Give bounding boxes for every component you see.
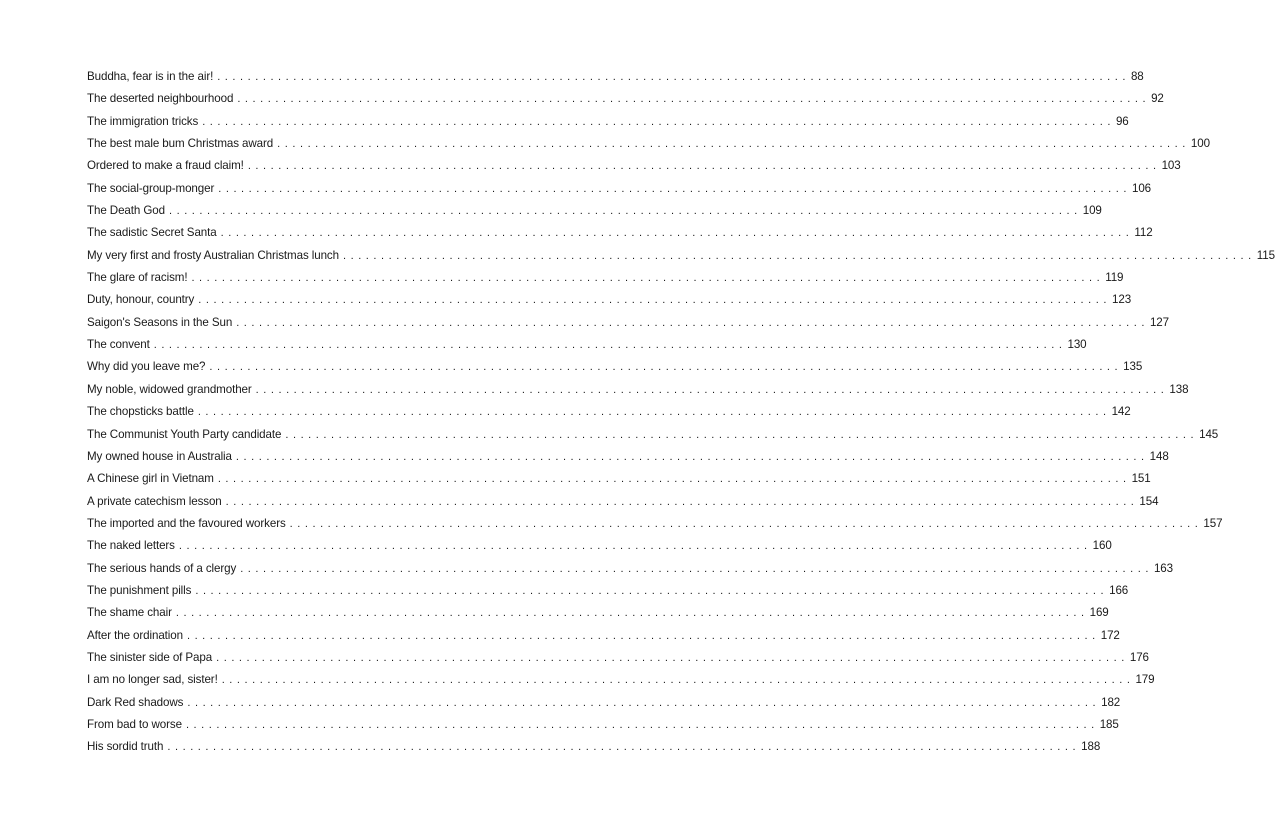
- toc-entry-title: Saigon's Seasons in the Sun: [87, 315, 233, 329]
- toc-entry-title: The sinister side of Papa: [87, 650, 213, 664]
- dot-leader: ........................................................................................................................: [221, 674, 1135, 687]
- toc-entry-title: The imported and the favoured workers: [87, 516, 286, 530]
- toc-entry[interactable]: [87, 382, 1189, 405]
- toc-entry-title: The convent: [87, 338, 150, 352]
- toc-entry[interactable]: [87, 114, 1129, 137]
- dot-leader: ........................................................................................................................: [247, 160, 1161, 173]
- toc-entry-title: A private catechism lesson: [87, 494, 222, 508]
- toc-entry[interactable]: [87, 449, 1169, 472]
- dot-leader: ........................................................................................................................: [175, 607, 1089, 620]
- toc-entry[interactable]: [87, 606, 1109, 628]
- toc-entry-page-number: 103: [1161, 159, 1181, 173]
- dot-leader: ........................................................................................................................: [217, 71, 1130, 83]
- dot-leader: ........................................................................................................................: [185, 718, 1099, 731]
- toc-entry-page-number: 169: [1089, 606, 1109, 620]
- toc-entry-page-number: 185: [1099, 717, 1119, 731]
- toc-entry-page-number: 92: [1151, 92, 1164, 106]
- toc-entry[interactable]: [87, 360, 1143, 382]
- toc-entry[interactable]: [87, 70, 1144, 92]
- dot-leader: ........................................................................................................................: [191, 272, 1105, 285]
- dot-leader: ........................................................................................................................: [217, 473, 1131, 486]
- toc-entry[interactable]: [87, 539, 1112, 561]
- dot-leader: ........................................................................................................................: [195, 584, 1109, 597]
- toc-entry[interactable]: [87, 248, 1275, 271]
- toc-entry-title: The naked letters: [87, 539, 175, 553]
- toc-entry-title: His sordid truth: [87, 740, 164, 754]
- toc-entry-page-number: 172: [1100, 628, 1120, 642]
- toc-entry[interactable]: [87, 695, 1121, 718]
- toc-entry-title: Buddha, fear is in the air!: [87, 70, 214, 83]
- toc-entry[interactable]: [87, 137, 1210, 159]
- toc-entry-title: My very first and frosty Australian Christmas lunch: [87, 248, 339, 262]
- toc-entry[interactable]: [87, 226, 1153, 248]
- toc-entry-page-number: 151: [1131, 472, 1151, 486]
- toc-entry-title: A Chinese girl in Vietnam: [87, 472, 214, 486]
- dot-leader: ........................................................................................................................: [255, 383, 1169, 396]
- toc-entry-title: The sadistic Secret Santa: [87, 226, 217, 240]
- toc-entry-page-number: 109: [1082, 204, 1102, 218]
- toc-entry-title: The shame chair: [87, 606, 172, 620]
- toc-entry-page-number: 166: [1109, 583, 1129, 597]
- toc-entry-title: I am no longer sad, sister!: [87, 673, 218, 687]
- toc-entry-page-number: 115: [1256, 248, 1275, 262]
- toc-entry[interactable]: [87, 561, 1173, 584]
- toc-entry-title: The best male bum Christmas award: [87, 137, 274, 151]
- toc-entry-title: The Communist Youth Party candidate: [87, 427, 282, 441]
- toc-entry-page-number: 154: [1139, 494, 1159, 508]
- toc-entry[interactable]: [87, 338, 1087, 360]
- dot-leader: ........................................................................................................................: [198, 294, 1111, 307]
- toc-entry-page-number: 163: [1153, 561, 1173, 575]
- dot-leader: ........................................................................................................................: [216, 651, 1129, 664]
- toc-entry-title: Duty, honour, country: [87, 293, 195, 307]
- toc-entry[interactable]: [87, 516, 1223, 539]
- dot-leader: ........................................................................................................................: [220, 227, 1134, 240]
- dot-leader: ........................................................................................................................: [289, 517, 1203, 530]
- toc-entry[interactable]: [87, 628, 1120, 651]
- toc-entry-title: The immigration tricks: [87, 114, 199, 128]
- dot-leader: ........................................................................................................................: [285, 428, 1199, 441]
- dot-leader: ........................................................................................................................: [168, 205, 1082, 218]
- toc-entry[interactable]: [87, 159, 1181, 181]
- toc-entry-title: The glare of racism!: [87, 271, 188, 285]
- toc-entry-page-number: 127: [1149, 315, 1169, 329]
- dot-leader: ........................................................................................................................: [202, 115, 1115, 128]
- dot-leader: ........................................................................................................................: [240, 562, 1153, 575]
- toc-entry-page-number: 119: [1105, 271, 1124, 285]
- toc-entry-page-number: 123: [1112, 293, 1132, 307]
- toc-entry[interactable]: [87, 472, 1151, 494]
- toc-entry-page-number: 157: [1203, 516, 1223, 530]
- dot-leader: ........................................................................................................................: [167, 741, 1081, 754]
- toc-entry-page-number: 88: [1130, 70, 1144, 83]
- toc-entry-page-number: 138: [1169, 382, 1189, 396]
- dot-leader: ........................................................................................................................: [225, 495, 1139, 508]
- toc-entry-page-number: 106: [1131, 181, 1152, 195]
- toc-entry[interactable]: [87, 405, 1131, 427]
- toc-entry-page-number: 182: [1101, 695, 1121, 709]
- dot-leader: ........................................................................................................................: [186, 629, 1100, 642]
- dot-leader: ........................................................................................................................: [237, 93, 1151, 106]
- toc-entry-page-number: 179: [1135, 673, 1155, 687]
- toc-entry-title: Why did you leave me?: [87, 360, 206, 374]
- toc-entry-title: After the ordination: [87, 628, 183, 642]
- dot-leader: ........................................................................................................................: [218, 182, 1131, 195]
- toc-entry-title: The social-group-monger: [87, 181, 215, 195]
- toc-entry[interactable]: [87, 204, 1102, 226]
- toc-entry[interactable]: [87, 293, 1132, 315]
- toc-entry[interactable]: [87, 740, 1101, 762]
- toc-entry-title: The Death God: [87, 204, 165, 218]
- toc-entry-title: From bad to worse: [87, 717, 182, 731]
- toc-entry-title: Dark Red shadows: [87, 695, 184, 709]
- toc-entry[interactable]: [87, 315, 1169, 338]
- toc-entry-page-number: 96: [1115, 114, 1129, 128]
- dot-leader: ........................................................................................................................: [153, 339, 1067, 352]
- table-of-contents: [87, 70, 1275, 763]
- dot-leader: ........................................................................................................................: [236, 316, 1149, 329]
- toc-entry-page-number: 112: [1134, 226, 1153, 240]
- toc-entry-page-number: 145: [1199, 427, 1219, 441]
- dot-leader: ........................................................................................................................: [277, 138, 1190, 151]
- toc-entry[interactable]: [87, 650, 1149, 673]
- toc-entry[interactable]: [87, 583, 1129, 606]
- dot-leader: ........................................................................................................................: [342, 249, 1256, 262]
- toc-entry[interactable]: [87, 673, 1155, 695]
- toc-entry-title: The punishment pills: [87, 583, 192, 597]
- toc-entry-title: My noble, widowed grandmother: [87, 382, 252, 396]
- toc-entry-page-number: 100: [1190, 137, 1210, 151]
- toc-entry[interactable]: [87, 717, 1119, 740]
- toc-entry[interactable]: [87, 271, 1124, 293]
- toc-entry[interactable]: [87, 494, 1159, 517]
- toc-entry-title: My owned house in Australia: [87, 449, 232, 463]
- toc-entry-page-number: 135: [1123, 360, 1143, 374]
- toc-entry-title: The chopsticks battle: [87, 405, 194, 419]
- dot-leader: ........................................................................................................................: [197, 406, 1111, 419]
- toc-entry-page-number: 188: [1081, 740, 1101, 754]
- toc-entry[interactable]: [87, 427, 1219, 450]
- toc-entry-title: The deserted neighbourhood: [87, 92, 234, 106]
- toc-entry[interactable]: [87, 92, 1164, 114]
- toc-entry-title: The serious hands of a clergy: [87, 561, 237, 575]
- dot-leader: ........................................................................................................................: [187, 696, 1101, 709]
- toc-entry-page-number: 148: [1149, 449, 1169, 463]
- toc-entry-page-number: 142: [1111, 405, 1131, 419]
- dot-leader: ........................................................................................................................: [209, 361, 1123, 374]
- toc-entry-page-number: 176: [1129, 650, 1149, 664]
- dot-leader: ........................................................................................................................: [235, 450, 1149, 463]
- toc-entry[interactable]: [87, 181, 1152, 204]
- toc-entry-page-number: 160: [1092, 539, 1112, 553]
- toc-entry-title: Ordered to make a fraud claim!: [87, 159, 244, 173]
- dot-leader: ........................................................................................................................: [178, 540, 1092, 553]
- toc-entry-page-number: 130: [1067, 338, 1087, 352]
